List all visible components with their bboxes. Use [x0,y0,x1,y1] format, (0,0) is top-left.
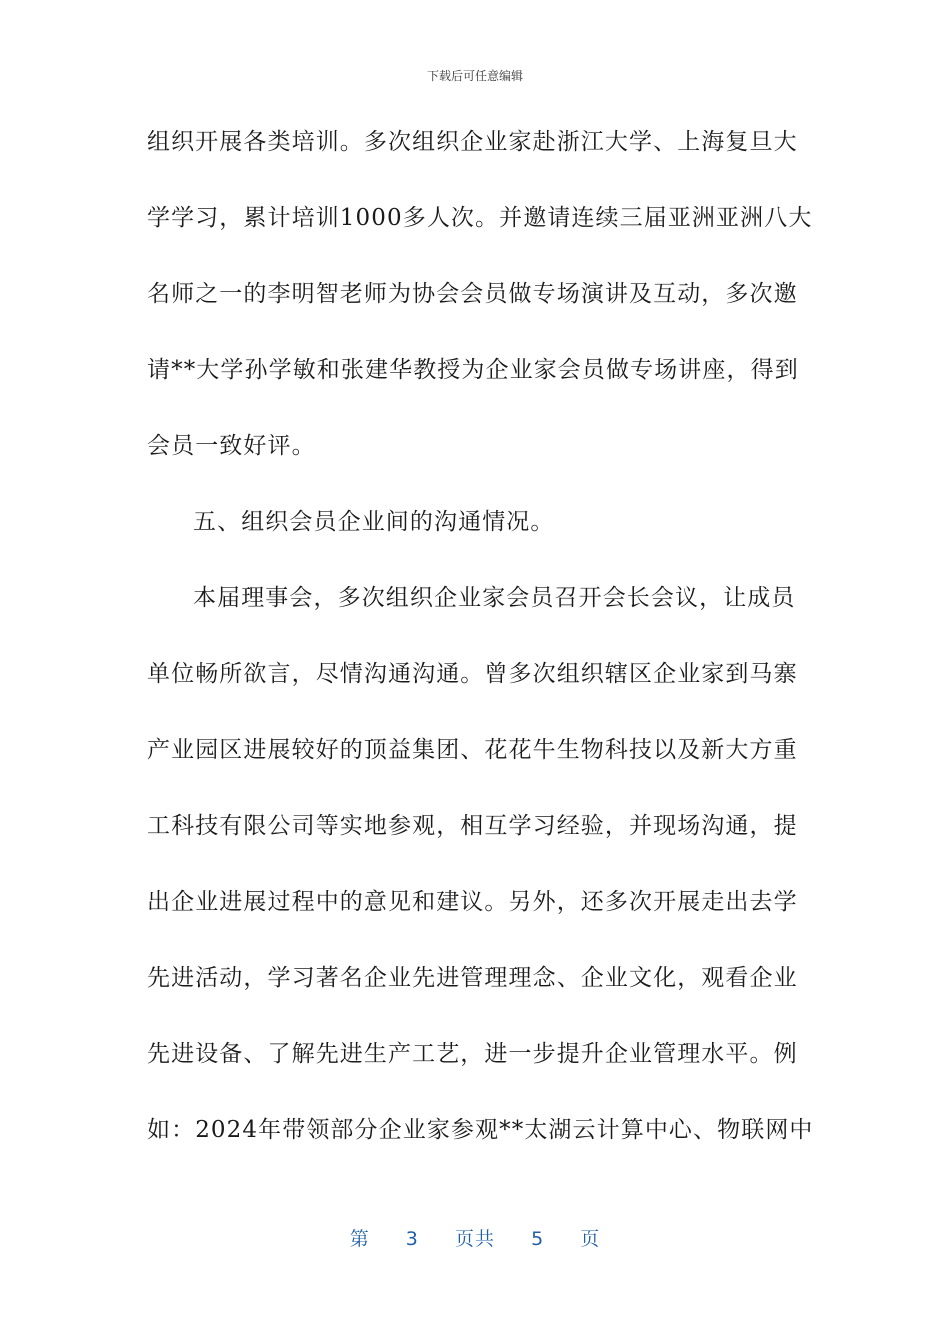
text-line: 会员一致好评。 [147,433,316,459]
header-note: 下载后可任意编辑 [426,69,523,83]
current-page-number: 3 [405,1228,419,1250]
text-line: 产业园区进展较好的顶益集团、花花牛生物科技以及新大方重 [147,737,798,763]
section-heading: 五、组织会员企业间的沟通情况。 [193,509,555,535]
text-line: 本届理事会，多次组织企业家会员召开会长会议，让成员 [193,585,796,611]
page-footer [0,1224,950,1251]
text-line: 如：2024年带领部分企业家参观**太湖云计算中心、物联网中 [147,1117,814,1143]
footer-suffix: 页 [580,1228,601,1250]
text-line: 出企业进展过程中的意见和建议。另外，还多次开展走出去学 [147,889,798,915]
footer-prefix: 第 [349,1228,370,1250]
text-line: 工科技有限公司等实地参观，相互学习经验，并现场沟通，提 [147,813,798,839]
footer-middle: 页共 [454,1228,495,1250]
text-line: 单位畅所欲言，尽情沟通沟通。曾多次组织辖区企业家到马寨 [147,661,798,687]
text-line: 学学习，累计培训1000多人次。并邀请连续三届亚洲亚洲八大 [147,205,813,231]
text-line: 先进活动，学习著名企业先进管理理念、企业文化，观看企业 [147,965,798,991]
text-line: 名师之一的李明智老师为协会会员做专场演讲及互动，多次邀 [147,281,798,307]
text-line: 先进设备、了解先进生产工艺，进一步提升企业管理水平。例 [147,1041,798,1067]
total-pages-number: 5 [531,1228,545,1250]
text-line: 请**大学孙学敏和张建华教授为企业家会员做专场讲座，得到 [147,357,799,383]
text-line: 组织开展各类培训。多次组织企业家赴浙江大学、上海复旦大 [147,129,798,155]
